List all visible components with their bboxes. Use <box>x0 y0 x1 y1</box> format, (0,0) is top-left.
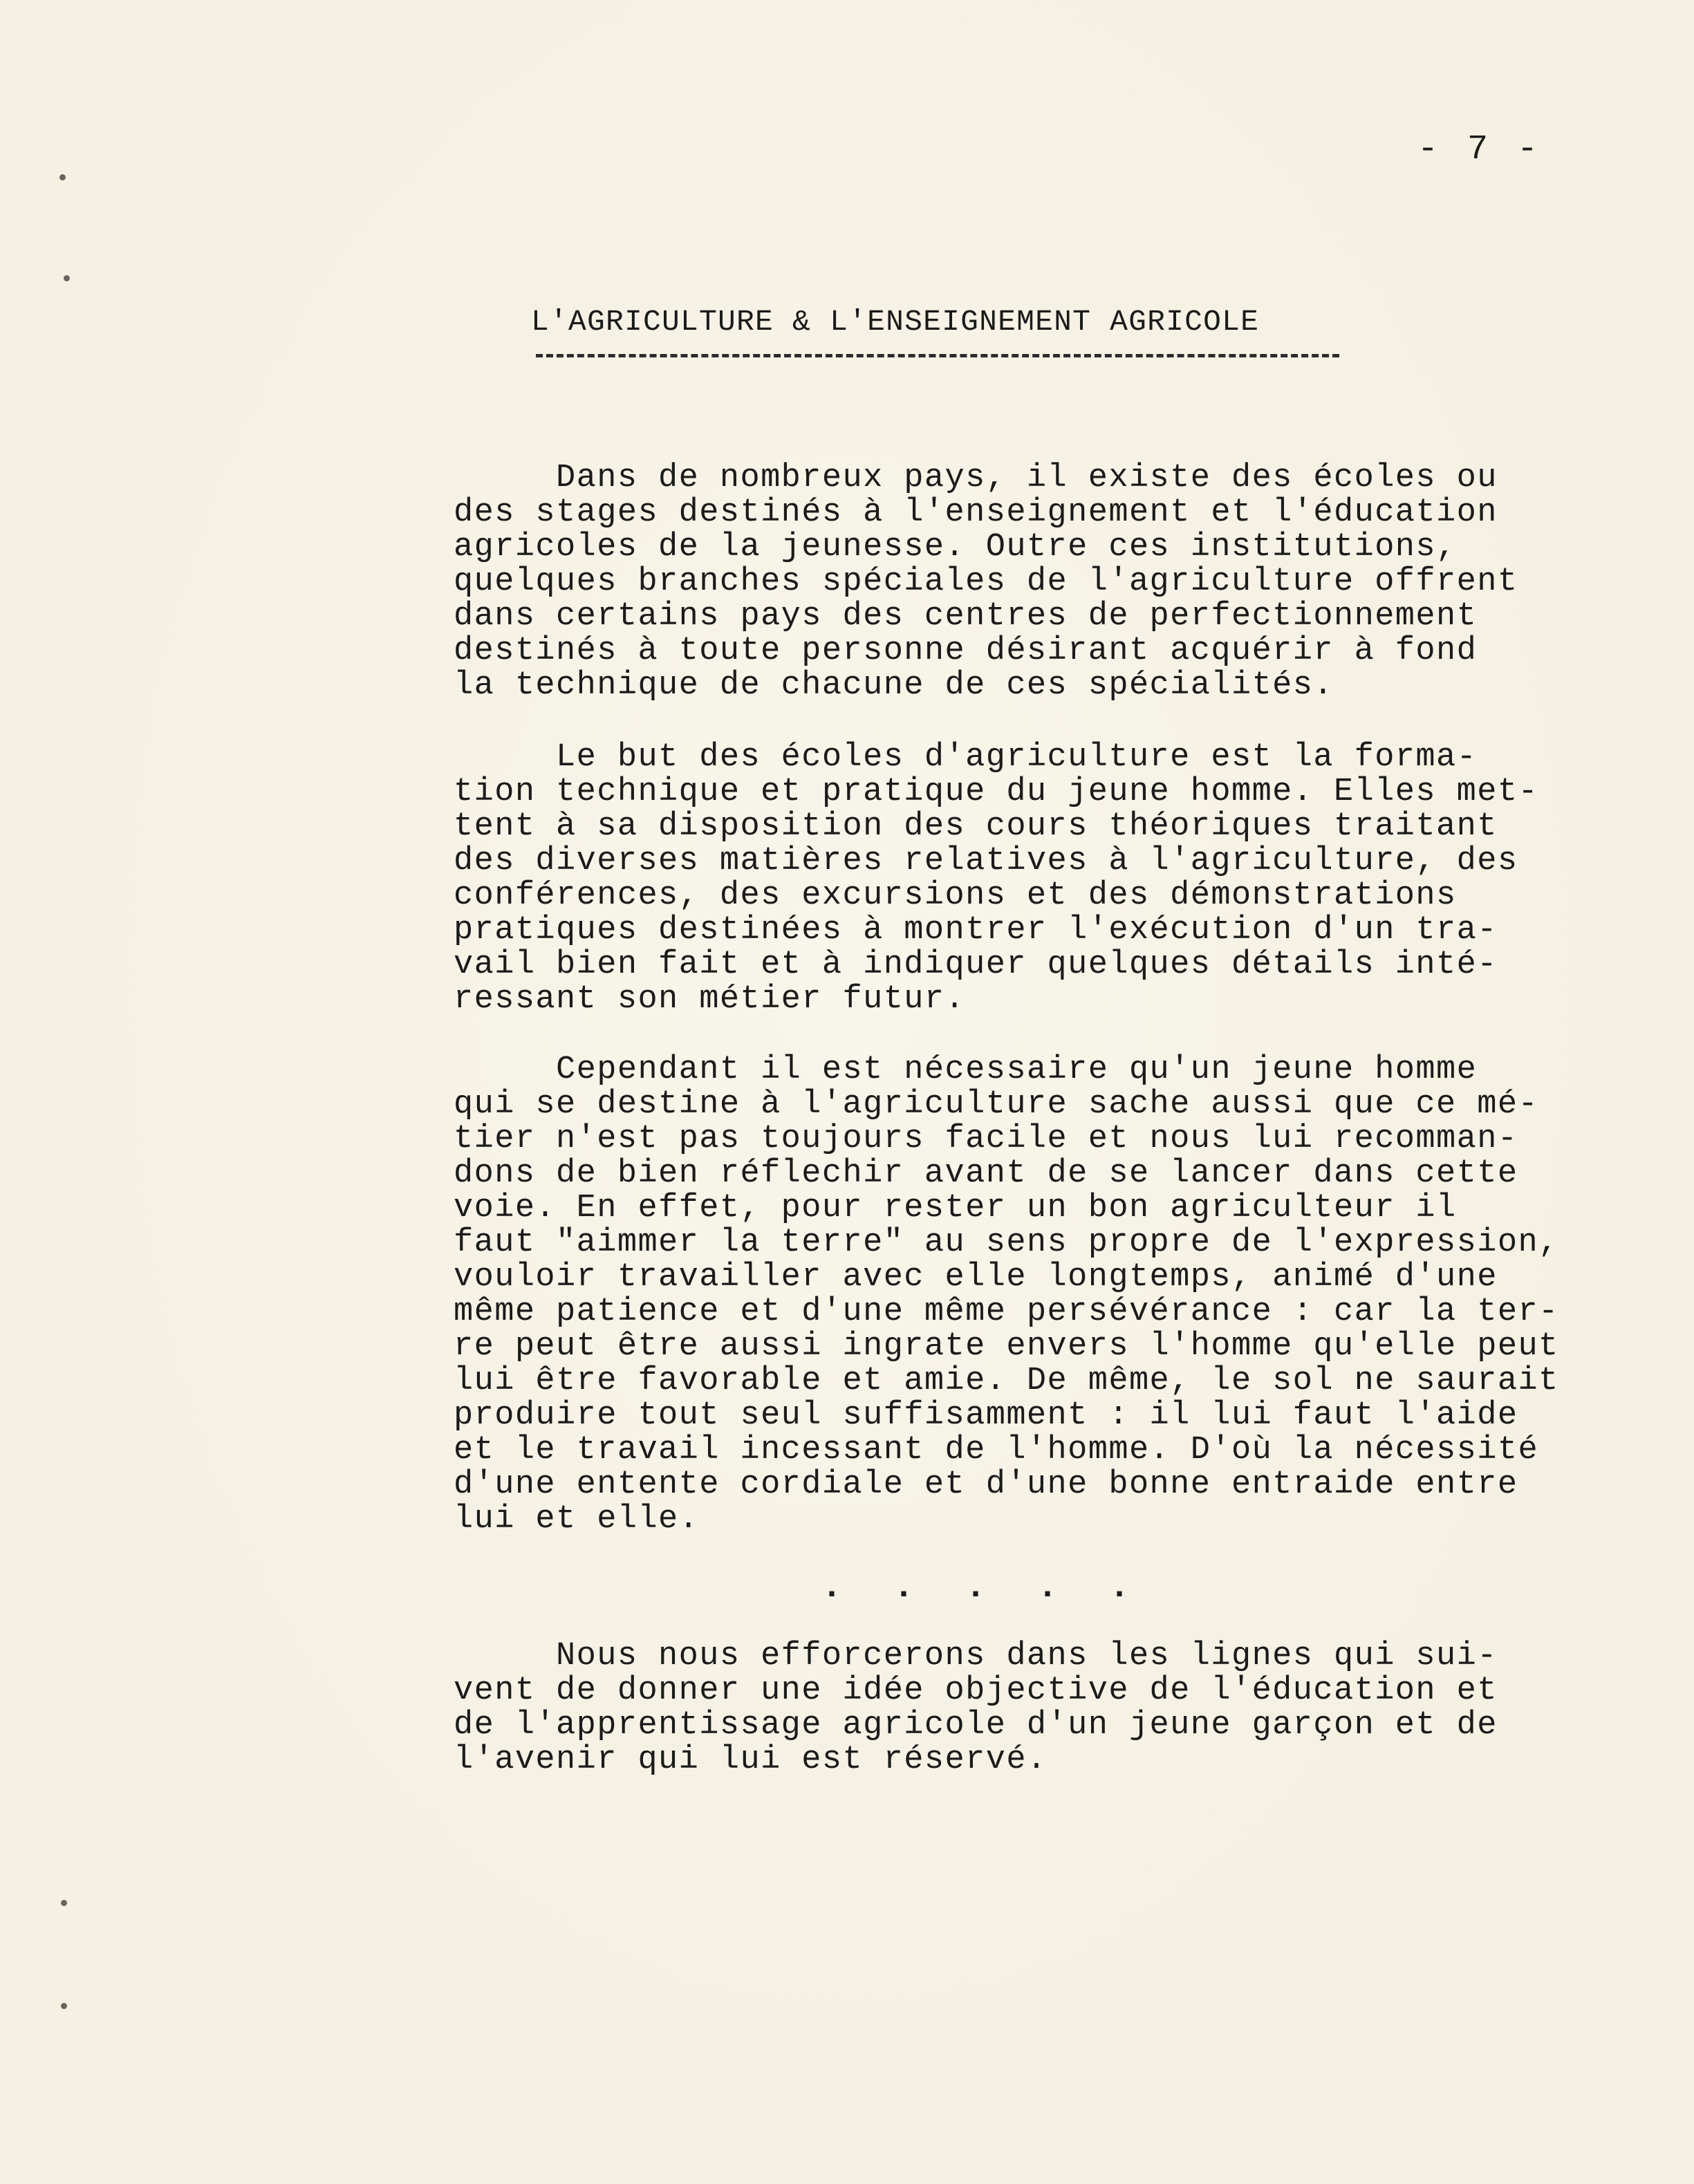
paragraph-3-line: tier n'est pas toujours facile et nous lui recomman- <box>454 1121 1518 1157</box>
paragraph-2-line: conférences, des excursions et des démonstrations <box>454 877 1457 914</box>
paragraph-3-line: Cependant il est nécessaire qu'un jeune homme <box>454 1052 1478 1088</box>
paragraph-3-line: lui et elle. <box>454 1501 700 1538</box>
title-underline <box>536 354 1339 357</box>
paragraph-1-line: quelques branches spéciales de l'agriculture offrent <box>454 563 1518 600</box>
paragraph-4-line: vent de donner une idée objective de l'éducation et <box>454 1672 1498 1709</box>
paragraph-1-line: destinés à toute personne désirant acquérir à fond <box>454 633 1478 669</box>
paragraph-2-line: tent à sa disposition des cours théoriques traitant <box>454 808 1498 845</box>
paragraph-2-line: pratiques destinées à montrer l'exécution d'un tra- <box>454 912 1498 949</box>
document-title: L'AGRICULTURE & L'ENSEIGNEMENT AGRICOLE <box>531 305 1260 339</box>
paragraph-2-line: tion technique et pratique du jeune homme. Elles met- <box>454 774 1539 810</box>
paragraph-4-line: Nous nous efforcerons dans les lignes qui sui- <box>454 1638 1498 1674</box>
section-separator: . . . . . <box>821 1568 1146 1607</box>
paragraph-1-line: des stages destinés à l'enseignement et l'éducation <box>454 494 1498 531</box>
page-number: - 7 - <box>1417 130 1543 169</box>
binder-hole-mark <box>59 174 66 180</box>
binder-hole-mark <box>61 1900 67 1906</box>
paragraph-3-line: produire tout seul suffisamment : il lui faut l'aide <box>454 1397 1518 1434</box>
paragraph-3-line: même patience et d'une même persévérance : car la ter- <box>454 1294 1559 1330</box>
paragraph-4-line: de l'apprentissage agricole d'un jeune garçon et de <box>454 1707 1498 1744</box>
paragraph-1-line: dans certains pays des centres de perfectionnement <box>454 598 1478 635</box>
paragraph-2-line: Le but des écoles d'agriculture est la forma- <box>454 739 1478 776</box>
paragraph-3-line: dons de bien réflechir avant de se lancer dans cette <box>454 1155 1518 1192</box>
paragraph-1-line: Dans de nombreux pays, il existe des écoles ou <box>454 460 1498 496</box>
binder-hole-mark <box>61 2003 67 2009</box>
paragraph-3-line: vouloir travailler avec elle longtemps, animé d'une <box>454 1259 1498 1296</box>
paragraph-2-line: des diverses matières relatives à l'agriculture, des <box>454 843 1518 879</box>
binder-hole-mark <box>64 275 70 281</box>
paragraph-2-line: vail bien fait et à indiquer quelques détails inté- <box>454 946 1498 983</box>
paragraph-3-line: re peut être aussi ingrate envers l'homme qu'elle peut <box>454 1328 1559 1365</box>
paragraph-4-line: l'avenir qui lui est réservé. <box>454 1742 1048 1778</box>
paragraph-3-line: d'une entente cordiale et d'une bonne entraide entre <box>454 1466 1518 1503</box>
paragraph-2-line: ressant son métier futur. <box>454 981 966 1018</box>
paragraph-1-line: agricoles de la jeunesse. Outre ces institutions, <box>454 529 1457 566</box>
paragraph-3-line: lui être favorable et amie. De même, le sol ne saurait <box>454 1363 1559 1399</box>
paragraph-3-line: voie. En effet, pour rester un bon agriculteur il <box>454 1190 1457 1226</box>
paragraph-1-line: la technique de chacune de ces spécialités. <box>454 667 1334 704</box>
paragraph-3-line: qui se destine à l'agriculture sache aussi que ce mé- <box>454 1086 1539 1123</box>
paragraph-3-line: faut "aimmer la terre" au sens propre de l'expression, <box>454 1224 1559 1261</box>
paragraph-3-line: et le travail incessant de l'homme. D'où la nécessité <box>454 1432 1539 1468</box>
